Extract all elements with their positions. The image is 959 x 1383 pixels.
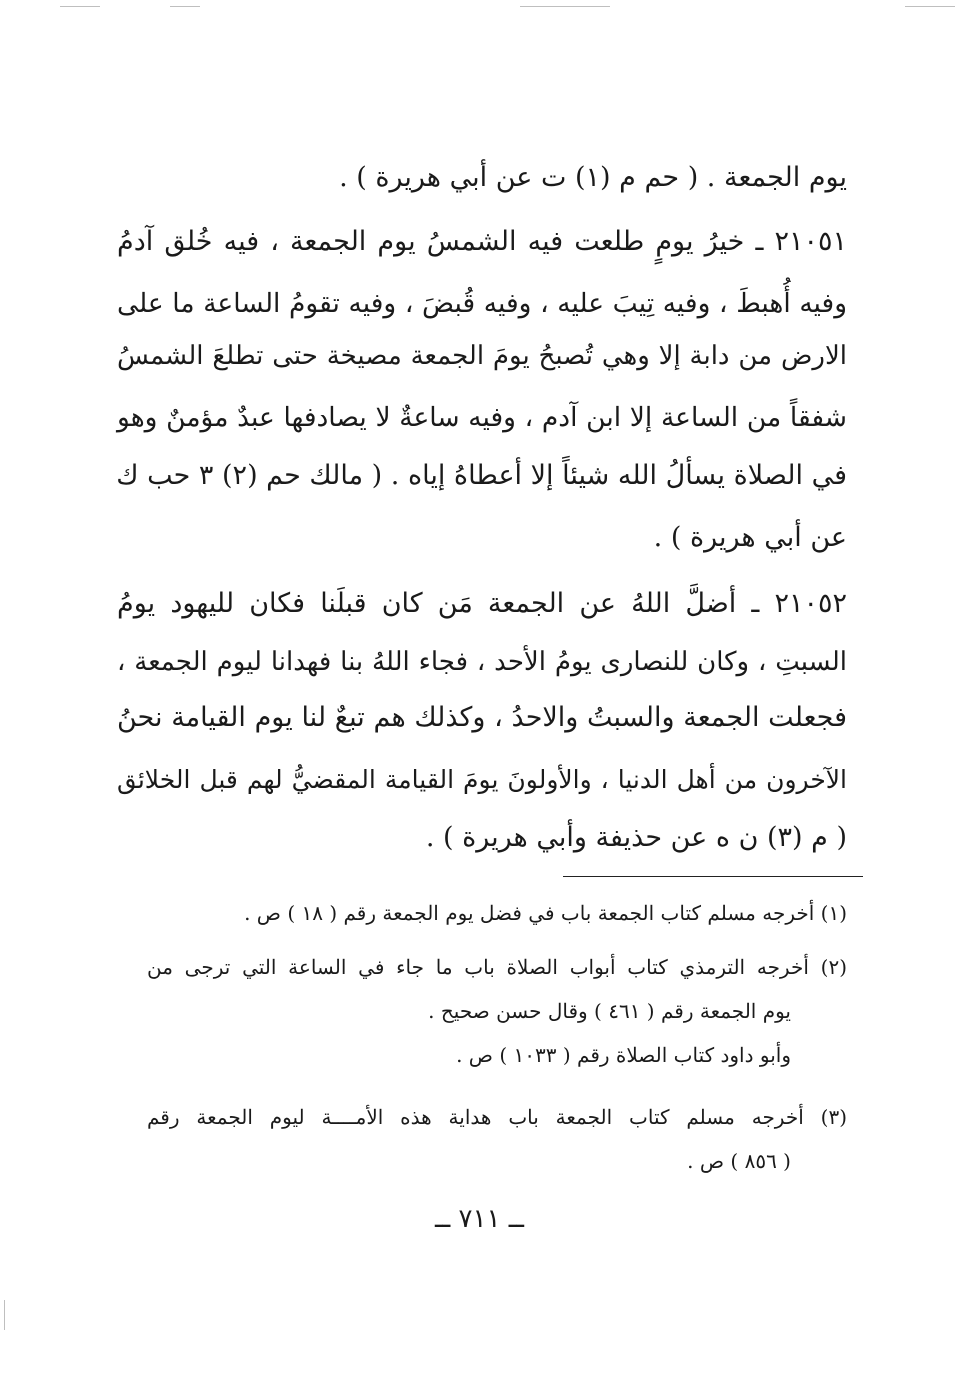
hadith-21051-line: عن أبي هريرة ) . (653, 522, 847, 553)
footnote-2-line: يوم الجمعة رقم ( ٤٦١ ) وقال حسن صحيح . (428, 999, 791, 1023)
hadith-21052-line: فجعلت الجمعة والسبتُ والاحدُ ، وكذلك هم تبعٌ لنا يوم القيامة نحنُ (117, 702, 847, 733)
hadith-21051-line: ٢١٠٥١ ـ خيرُ يومٍ طلعت فيه الشمسُ يوم الجمعة ، فيه خُلق آدمُ (117, 226, 847, 257)
scan-edge-mark (905, 6, 955, 7)
page-number: ــ ٧١١ ــ (435, 1204, 524, 1234)
scan-edge-mark (520, 6, 610, 7)
footnote-3-line: (٣) أخرجه مسلم كتاب الجمعة باب هداية هذه الأمــــة ليوم الجمعة رقم (147, 1105, 847, 1129)
scan-edge-mark (4, 1300, 5, 1330)
hadith-21052-line: ( م (٣) ن ه عن حذيفة وأبي هريرة ) . (425, 822, 847, 853)
footnote-2-line: وأبو داود كتاب الصلاة رقم ( ١٠٣٣ ) ص . (456, 1043, 791, 1067)
scan-edge-mark (60, 6, 100, 7)
hadith-21051-line: وفيه أُهبطَ ، وفيه تِيبَ عليه ، وفيه قُبضَ ، وفيه تقومُ الساعة ما على (117, 288, 847, 319)
intro-line: يوم الجمعة . ( حم م (١) ت عن أبي هريرة ) . (339, 162, 847, 193)
footnote-2-line: (٢) أخرجه الترمذي كتاب أبواب الصلاة باب ما جاء في الساعة التي ترجى من (147, 955, 847, 979)
footnote-separator (563, 876, 863, 877)
footnote-1: (١) أخرجه مسلم كتاب الجمعة باب في فضل يوم الجمعة رقم ( ١٨ ) ص . (244, 901, 847, 925)
hadith-21052-line: الآخرون من أهل الدنيا ، والأولونَ يومَ القيامة المقضيُّ لهم قبل الخلائق (117, 765, 847, 794)
footnote-3-line: ( ٨٥٦ ) ص . (687, 1149, 791, 1173)
scan-edge-mark (170, 6, 200, 7)
hadith-21051-line: الارض من دابة إلا وهي تُصبحُ يومَ الجمعة مصيخة حتى تطلعَ الشمسُ (117, 341, 847, 371)
hadith-21052-line: السبتِ ، وكان للنصارى يومُ الأحد ، فجاء اللهُ بنا فهدانا ليوم الجمعة ، (117, 647, 847, 677)
hadith-21052-line: ٢١٠٥٢ ـ أضلَّ اللهُ عن الجمعة مَن كان قبلَنا فكان لليهود يومُ (117, 588, 847, 619)
hadith-21051-line: شفقاً من الساعة إلا ابن آدم ، وفيه ساعةٌ لا يصادفها عبدٌ مؤمنٌ وهو (117, 402, 847, 433)
hadith-21051-line: في الصلاة يسألُ الله شيئاً إلا أعطاهُ إياه . ( مالك حم (٢) ٣ حب ك (116, 460, 847, 491)
